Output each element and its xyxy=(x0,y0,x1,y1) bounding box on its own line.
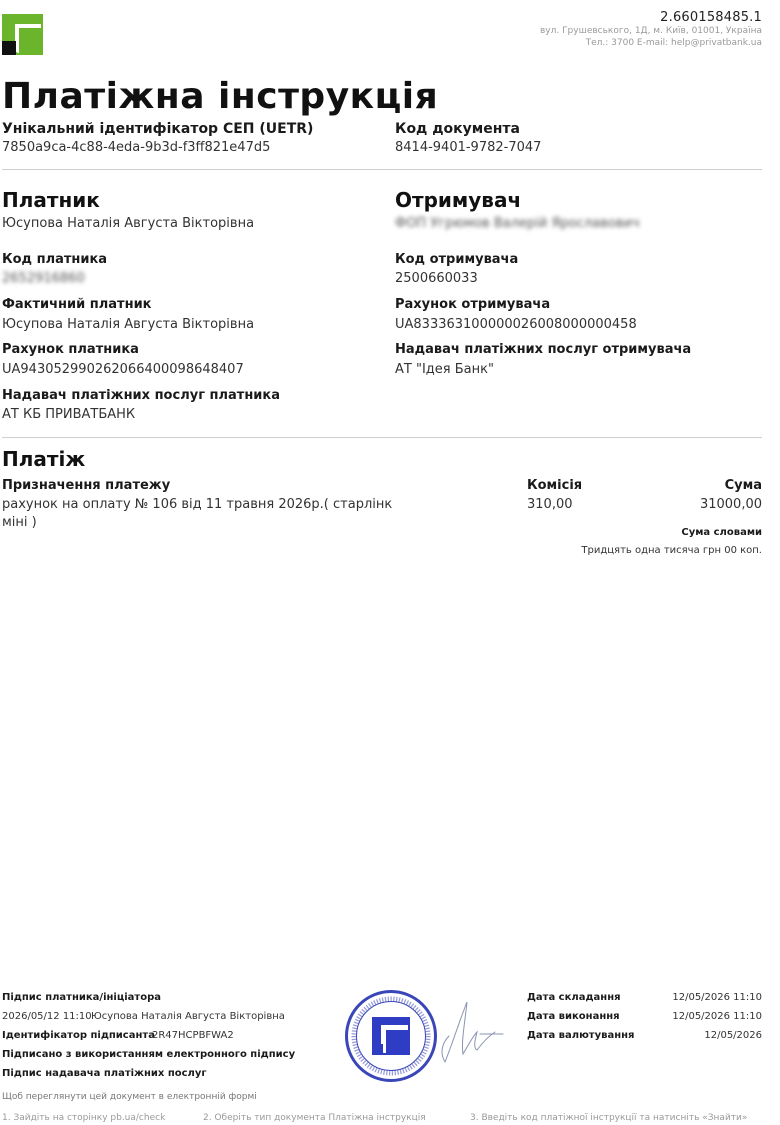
divider xyxy=(2,437,762,438)
payment-heading: Платіж xyxy=(2,447,86,471)
value-date-value: 12/05/2026 xyxy=(704,1030,762,1041)
payer-code-value: 2652916860 xyxy=(2,271,85,286)
fee-label: Комісія xyxy=(527,478,583,493)
footer-step-2: 2. Оберіть тип документа Платіжна інструкція xyxy=(203,1113,426,1123)
payer-account-label: Рахунок платника xyxy=(2,342,139,357)
uetr-label: Унікальний ідентифікатор СЕП (UETR) xyxy=(2,121,314,137)
divider xyxy=(2,169,762,170)
value-date-label: Дата валютування xyxy=(527,1030,635,1041)
page-title: Платіжна інструкція xyxy=(2,76,439,117)
handwritten-signature xyxy=(425,992,515,1072)
header-info xyxy=(540,10,762,49)
created-date-value: 12/05/2026 11:10 xyxy=(672,992,762,1003)
recipient-account-label: Рахунок отримувача xyxy=(395,297,551,312)
signer-label: Підпис платника/ініціатора xyxy=(2,992,162,1003)
footer-step-3: 3. Введіть код платіжної інструкції та натисніть «Знайти» xyxy=(470,1113,748,1123)
footer-step-1: 1. Зайдіть на сторінку pb.ua/check xyxy=(2,1113,166,1123)
payer-heading: Платник xyxy=(2,188,100,212)
payer-bank-label: Надавач платіжних послуг платника xyxy=(2,388,281,403)
actual-payer-label: Фактичний платник xyxy=(2,297,152,312)
recipient-code-value: 2500660033 xyxy=(395,271,478,286)
doc-number: 2.660158485.1 xyxy=(660,10,762,25)
sum-words-label: Сума словами xyxy=(681,527,762,538)
bank-stamp xyxy=(345,990,437,1082)
recipient-code-label: Код отримувача xyxy=(395,252,519,267)
purpose-line-2: міні ) xyxy=(2,515,37,530)
doc-code-label: Код документа xyxy=(395,121,520,137)
bank-address: вул. Грушевського, 1Д, м. Київ, 01001, Україна xyxy=(539,26,762,36)
executed-date-value: 12/05/2026 11:10 xyxy=(672,1011,762,1022)
purpose-label: Призначення платежу xyxy=(2,478,171,493)
privatbank-logo xyxy=(2,14,43,55)
recipient-bank-label: Надавач платіжних послуг отримувача xyxy=(395,342,692,357)
sum-label: Сума xyxy=(724,478,762,493)
created-date-label: Дата складання xyxy=(527,992,621,1003)
fee-value: 310,00 xyxy=(527,497,573,512)
purpose-line-1: рахунок на оплату № 106 від 11 травня 2026р.( старлінк xyxy=(2,497,393,512)
payer-name: Юсупова Наталія Августа Вікторівна xyxy=(2,216,255,231)
footer-note: Щоб переглянути цей документ в електронній формі xyxy=(2,1092,257,1102)
provider-sign-label: Підпис надавача платіжних послуг xyxy=(2,1068,207,1079)
signer-id-label: Ідентифікатор підписанта xyxy=(2,1030,155,1041)
signer-time: 2026/05/12 11:10 xyxy=(2,1011,92,1022)
payer-account-value: UA943052990262066400098648407 xyxy=(2,362,244,377)
actual-payer-value: Юсупова Наталія Августа Вікторівна xyxy=(2,317,255,332)
sum-value: 31000,00 xyxy=(699,497,762,512)
doc-code-value: 8414-9401-9782-7047 xyxy=(395,140,542,155)
recipient-heading: Отримувач xyxy=(395,188,522,212)
executed-date-label: Дата виконання xyxy=(527,1011,620,1022)
payer-bank-value: АТ КБ ПРИВАТБАНК xyxy=(2,407,136,422)
recipient-account-value: UA833363100000026008000000458 xyxy=(395,317,637,332)
recipient-bank-value: АТ "Ідея Банк" xyxy=(395,362,494,377)
signer-name: Юсупова Наталія Августа Вікторівна xyxy=(91,1011,285,1022)
sum-words-value: Тридцять одна тисяча грн 00 коп. xyxy=(581,545,762,556)
recipient-name: ФОП Угрюмов Валерій Ярославович xyxy=(395,216,640,231)
bank-contacts: Тел.: 3700 E-mail: help@privatbank.ua xyxy=(585,38,762,48)
esign-note: Підписано з використанням електронного підпису xyxy=(2,1049,296,1060)
uetr-value: 7850a9ca-4c88-4eda-9b3d-f3ff821e47d5 xyxy=(2,140,271,155)
payer-code-label: Код платника xyxy=(2,252,108,267)
signer-id-value: 2R47HCPBFWA2 xyxy=(152,1030,234,1041)
